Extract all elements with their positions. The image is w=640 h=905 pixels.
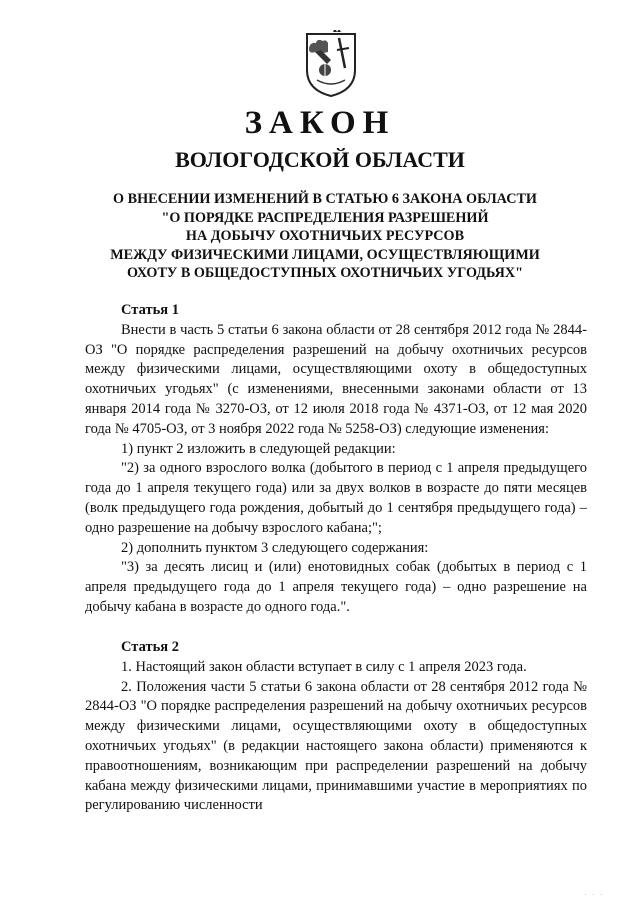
article-1-item-1: 1) пункт 2 изложить в следующей редакции:	[121, 440, 396, 457]
article-2	[85, 638, 587, 816]
scan-marks: · · ·	[584, 892, 604, 899]
subject-line: МЕЖДУ ФИЗИЧЕСКИМИ ЛИЦАМИ, ОСУЩЕСТВЛЯЮЩИМИ	[110, 246, 540, 263]
article-1	[85, 301, 587, 618]
subject-line: О ВНЕСЕНИИ ИЗМЕНЕНИЙ В СТАТЬЮ 6 ЗАКОНА ОБЛАСТИ	[113, 191, 537, 207]
coat-of-arms-emblem	[303, 30, 359, 98]
article-2-title: Статья 2	[121, 639, 179, 655]
article-2-paragraph-2: 2. Положения части 5 статьи 6 закона области от 28 сентября 2012 года № 2844-ОЗ "О порядке распределения разрешений на добычу охотничьих ресурсов между физическими лицами, осуществляющими охоту в общедоступных охотничьих угодьях" (в редакции настоящего закона области) применяются к правоотношениям, возникающим при распределении разрешений на добычу кабана между физическими лицами, принимавшими участие в мероприятиях по регулированию численности	[85, 678, 587, 814]
subject-line: ОХОТУ В ОБЩЕДОСТУПНЫХ ОХОТНИЧЬИХ УГОДЬЯХ"	[126, 265, 524, 282]
article-1-intro: Внести в часть 5 статьи 6 закона области от 28 сентября 2012 года № 2844-ОЗ "О порядке распределения разрешений на добычу охотничьих ресурсов между физическими лицами, осуществляющими охоту в общедоступных охотничьих угодьях" (с изменениями, внесенными законами области от 13 января 2014 года № 3270-ОЗ, от 12 июля 2018 года № 4371-ОЗ, от 12 мая 2020 года № 4705-ОЗ, от 3 ноября 2022 года № 5258-ОЗ) следующие изменения:	[85, 321, 587, 437]
subject-line: "О ПОРЯДКЕ РАСПРЕДЕЛЕНИЯ РАЗРЕШЕНИЙ	[161, 209, 489, 226]
document-type-title: ЗАКОН	[244, 105, 396, 141]
article-1-item-2: 2) дополнить пунктом 3 следующего содержания:	[121, 539, 429, 556]
article-1-item-1-text: "2) за одного взрослого волка (добытого в период с 1 апреля предыдущего года до 1 апреля текущего года) или за двух волков в возрасте до пяти месяцев (волк предыдущего года рождения, добытый до 1 сентября предыдущего года) – одно разрешение на добычу взрослого кабана;";	[85, 460, 587, 536]
article-2-paragraph-1: 1. Настоящий закон области вступает в силу с 1 апреля 2023 года.	[121, 658, 527, 675]
article-1-item-2-text: "3) за десять лисиц и (или) енотовидных собак (добытых в период с 1 апреля предыдущего года до 1 апреля текущего года) – одно разрешение на добычу кабана в возрасте до одного года.".	[85, 559, 587, 615]
region-title: ВОЛОГОДСКОЙ ОБЛАСТИ	[175, 147, 465, 172]
subject-line: НА ДОБЫЧУ ОХОТНИЧЬИХ РЕСУРСОВ	[185, 228, 465, 245]
law-subject-title	[90, 190, 560, 283]
article-1-title: Статья 1	[121, 302, 179, 318]
